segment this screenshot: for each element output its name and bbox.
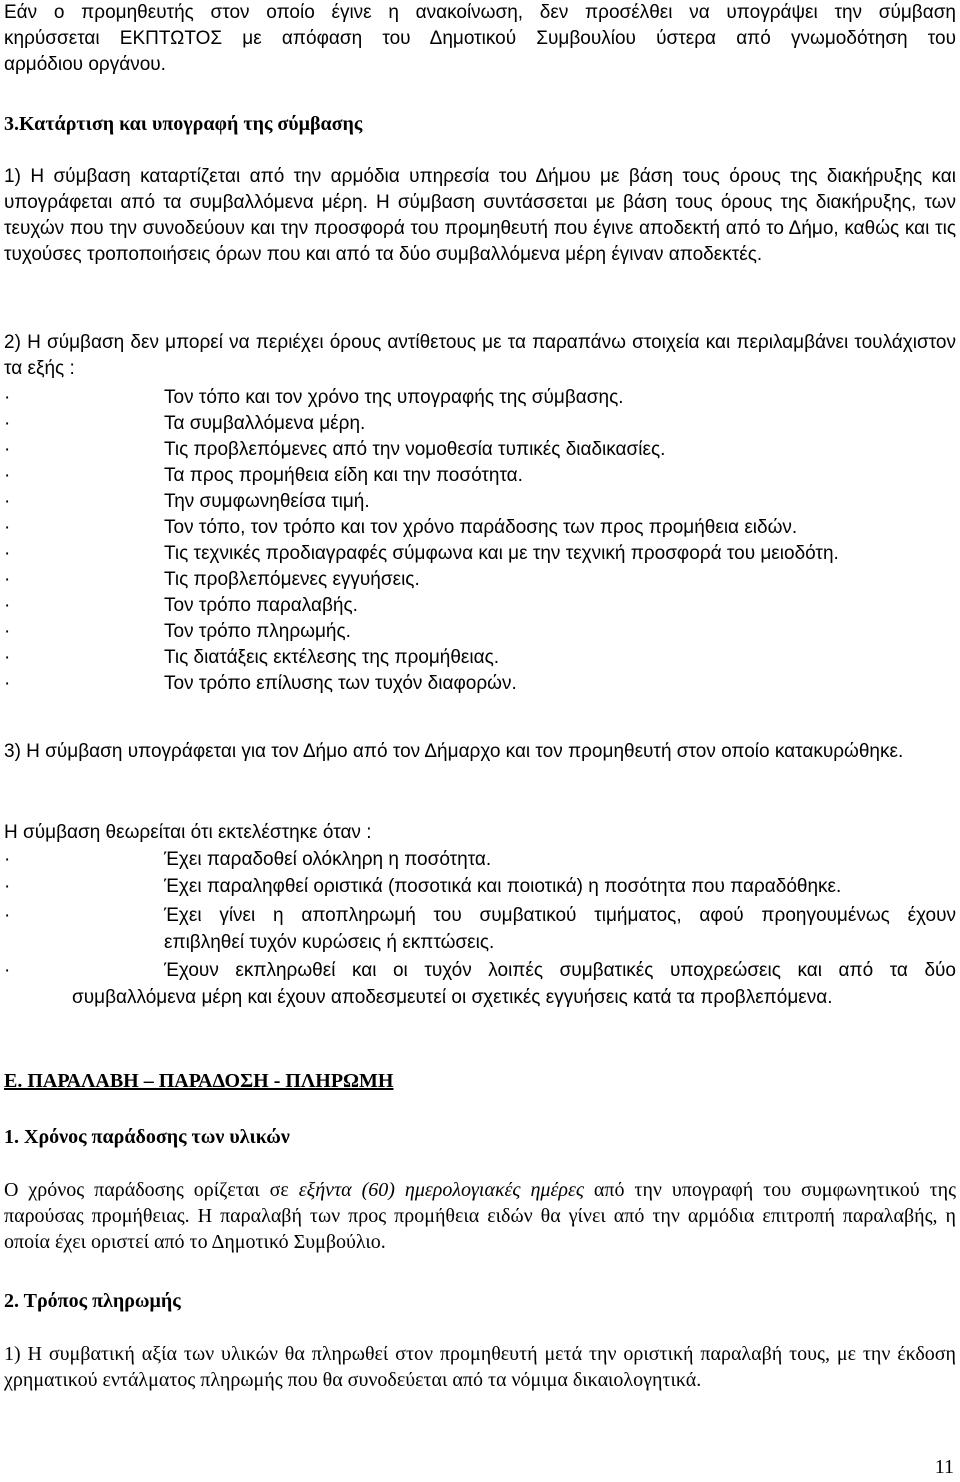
section-3-para-3: 3) Η σύμβαση υπογράφεται για τον Δήμο από τον Δήμαρχο και τον προμηθευτή στον οποίο κατακυρώθηκε.	[4, 741, 904, 762]
page-number: 11	[934, 1456, 954, 1478]
intro-line-2: κηρύσσεται ΕΚΠΤΩΤΟΣ με απόφαση του Δημοτικού Συμβουλίου ύστερα από γνωμοδότηση του	[4, 28, 956, 49]
bullet-icon: ·	[4, 621, 11, 642]
section-3-para-1: 1) Η σύμβαση καταρτίζεται από την αρμόδια υπηρεσία του Δήμου με βάση τους όρους της διακήρυξης και υπογράφεται από τα συμβαλλόμενα μέρη. Η σύμβαση συντάσσεται με βάση τους όρους της διακήρυξης, των τευχών που την συνοδεύουν και την προσφορά του προμηθευτή που έγινε αποδεκτή από το Δήμο, καθώς και τις τυχούσες τροποποιήσεις όρων που και από τα δύο συμβαλλόμενα μέρη έγιναν αποδεκτές.	[4, 166, 956, 265]
bullet-icon: ·	[4, 569, 11, 590]
bullet-icon: ·	[4, 413, 11, 434]
intro-line-1: Εάν ο προμηθευτής στον οποίο έγινε η ανακοίνωση, δεν προσέλθει να υπογράψει την σύμβαση	[4, 2, 956, 23]
bullet-icon: ·	[4, 595, 11, 616]
section-e-sub2-title: 2. Τρόπος πληρωμής	[4, 1290, 181, 1312]
bullet-icon: ·	[4, 517, 11, 538]
bullet-icon: ·	[4, 905, 11, 926]
bullet-icon: ·	[4, 439, 11, 460]
section-e-sub2-para: 1) Η συμβατική αξία των υλικών θα πληρωθεί στον προμηθευτή μετά την οριστική παραλαβή τους, με την έκδοση χρηματικού εντάλματος πληρωμής που θα συνοδεύεται από τα νόμιμα δικαιολογητικά.	[4, 1343, 956, 1391]
bullet-icon: ·	[4, 876, 11, 897]
section-e-sub1-title: 1. Χρόνος παράδοσης των υλικών	[4, 1126, 290, 1148]
bullet-icon: ·	[4, 673, 11, 694]
bullet-icon: ·	[4, 491, 11, 512]
executed-intro: Η σύμβαση θεωρείται ότι εκτελέστηκε όταν :	[4, 822, 372, 843]
section-3-para-2: 2) Η σύμβαση δεν μπορεί να περιέχει όρους αντίθετους με τα παραπάνω στοιχεία και περιλαμβάνει τουλάχιστον τα εξής :	[4, 332, 956, 379]
intro-line-3: αρμόδιου οργάνου.	[4, 54, 166, 75]
bullet-icon: ·	[4, 543, 11, 564]
bullet-icon: ·	[4, 647, 11, 668]
bullet-icon: ·	[4, 849, 11, 870]
bullet-icon: ·	[4, 387, 11, 408]
section-3-title: 3.Κατάρτιση και υπογραφή της σύμβασης	[4, 113, 363, 135]
delivery-period: εξήντα (60) ημερολογιακές ημέρες	[298, 1179, 584, 1201]
bullet-icon: ·	[4, 960, 11, 981]
section-e-title: Ε. ΠΑΡΑΛΑΒΗ – ΠΑΡΑΔΟΣΗ - ΠΛΗΡΩΜΗ	[4, 1070, 394, 1092]
bullet-icon: ·	[4, 465, 11, 486]
list-item-continuation: συμβαλλόμενα μέρη και έχουν αποδεσμευτεί οι σχετικές εγγυήσεις κατά τα προβλεπόμενα.	[72, 987, 833, 1008]
section-e-sub1-para: Ο χρόνος παράδοσης ορίζεται σε εξήντα (60) ημερολογιακές ημέρες από την υπογραφή του συμφωνητικού της παρούσας προμήθειας. Η παραλαβή των προς προμήθεια ειδών θα γίνει από την αρμόδια επιτροπή παραλαβής, η οποία έχει οριστεί από το Δημοτικό Συμβούλιο.	[4, 1179, 957, 1253]
